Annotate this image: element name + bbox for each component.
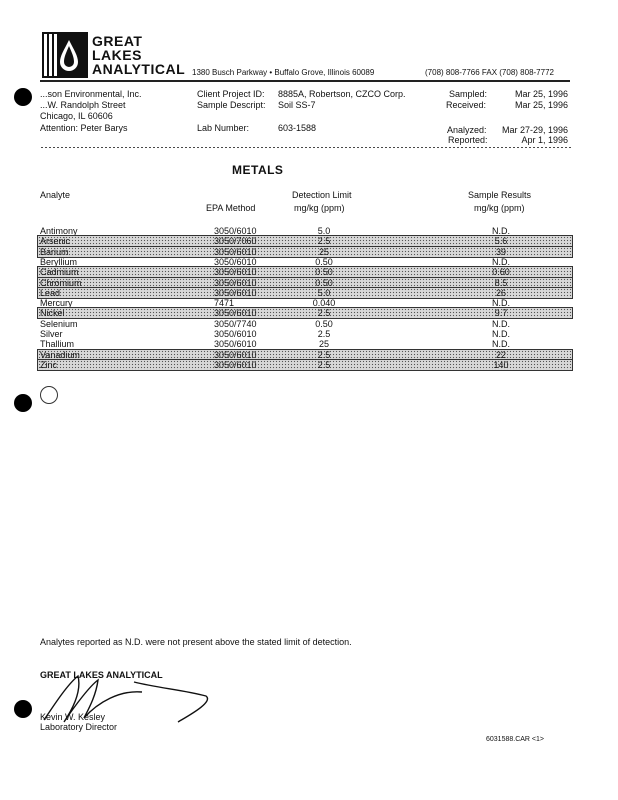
sampled-label: Sampled:: [449, 89, 488, 99]
epa-method: 3050/6010: [214, 257, 257, 267]
table-row: [38, 360, 572, 370]
sample-result: N.D.: [492, 329, 510, 339]
col-header-method: EPA Method: [206, 203, 256, 213]
sample-result: 22: [495, 350, 506, 360]
footer-company: GREAT LAKES ANALYTICAL: [40, 670, 163, 680]
detection-limit: 25: [318, 339, 329, 349]
lab-number-label: Lab Number:: [197, 123, 250, 133]
received-label: Received:: [446, 100, 487, 110]
epa-method: 3050/6010: [214, 247, 257, 257]
detection-limit: 2.5: [317, 350, 331, 360]
leader-dots: [98, 274, 208, 275]
logo-line-2: LAKES: [92, 47, 142, 63]
client-project-value: 8885A, Robertson, CZCO Corp.: [278, 89, 406, 99]
punch-hole-top: [14, 88, 32, 106]
detection-limit: 5.0: [317, 288, 331, 298]
analyte-name: Lead: [40, 288, 61, 298]
analyte-name: Thallium: [40, 339, 75, 349]
leader-dots: [98, 243, 208, 244]
epa-method: 7471: [214, 298, 235, 308]
sample-result: 9.7: [494, 308, 508, 318]
logo-wordmark: [92, 34, 185, 76]
analyte-name: Arsenic: [40, 236, 71, 246]
client-city: Chicago, IL 60606: [40, 111, 113, 121]
leader-dots: [98, 315, 208, 316]
sample-result: 8.5: [494, 278, 508, 288]
leader-dots: [360, 295, 464, 296]
leader-dots: [360, 346, 464, 347]
leader-dots: [360, 233, 464, 234]
col-header-limit-1: Detection Limit: [292, 190, 352, 200]
table-row: [38, 257, 572, 267]
punch-hole-ring: [40, 386, 58, 404]
analyte-name: Mercury: [40, 298, 73, 308]
table-row: [38, 350, 572, 360]
sample-result: N.D.: [492, 298, 510, 308]
table-row: [38, 267, 572, 277]
detection-limit: 0.50: [315, 257, 333, 267]
table-row: [38, 236, 572, 246]
company-address: 1380 Busch Parkway • Buffalo Grove, Illinois 60089: [192, 68, 375, 77]
sample-result: N.D.: [492, 257, 510, 267]
leader-dots: [360, 357, 464, 358]
file-reference: 6031588.CAR <1>: [486, 736, 544, 743]
epa-method: 3050/7060: [214, 236, 257, 246]
analyte-name: Selenium: [40, 319, 78, 329]
epa-method: 3050/7740: [214, 319, 257, 329]
sample-result: N.D.: [492, 226, 510, 236]
epa-method: 3050/6010: [214, 329, 257, 339]
punch-hole-middle: [14, 394, 32, 412]
leader-dots: [98, 357, 208, 358]
epa-method: 3050/6010: [214, 360, 257, 370]
detection-limit: 2.5: [317, 360, 331, 370]
leader-dots: [360, 326, 464, 327]
analyte-name: Chromium: [40, 278, 82, 288]
leader-dots: [98, 346, 208, 347]
leader-dots: [360, 243, 464, 244]
header-rule: [40, 80, 570, 82]
punch-hole-bottom: [14, 700, 32, 718]
leader-dots: [360, 336, 464, 337]
leader-dots: [360, 367, 464, 368]
epa-method: 3050/6010: [214, 308, 257, 318]
sample-result: N.D.: [492, 319, 510, 329]
leader-dots: [360, 274, 464, 275]
analyte-name: Cadmium: [40, 267, 79, 277]
epa-method: 3050/6010: [214, 226, 257, 236]
leader-dots: [98, 336, 208, 337]
detection-limit: 5.0: [317, 226, 331, 236]
analyte-name: Nickel: [40, 308, 65, 318]
epa-method: 3050/6010: [214, 350, 257, 360]
leader-dots: [98, 233, 208, 234]
detection-limit: 0.50: [315, 319, 333, 329]
signer-title: Laboratory Director: [40, 722, 118, 732]
leader-dots: [360, 315, 464, 316]
detection-limit: 0.50: [315, 267, 333, 277]
table-row: [38, 247, 572, 257]
table-row: [38, 298, 572, 308]
section-title: METALS: [232, 163, 284, 177]
analyzed-label: Analyzed:: [447, 125, 487, 135]
water-drop-logo-icon: [42, 32, 88, 78]
leader-dots: [98, 367, 208, 368]
leader-dots: [360, 285, 464, 286]
epa-method: 3050/6010: [214, 278, 257, 288]
lab-number-value: 603-1588: [278, 123, 317, 133]
sample-result: 39: [495, 247, 506, 257]
reported-label: Reported:: [448, 135, 488, 145]
col-header-result-2: mg/kg (ppm): [474, 203, 525, 213]
leader-dots: [98, 295, 208, 296]
sample-result: 5.6: [494, 236, 508, 246]
analyte-name: Zinc: [40, 360, 58, 370]
sample-descript-label: Sample Descript:: [197, 100, 266, 110]
table-row: [38, 288, 572, 298]
analyte-name: Silver: [40, 329, 63, 339]
leader-dots: [360, 264, 464, 265]
company-phone: (708) 808-7766 FAX (708) 808-7772: [425, 68, 554, 77]
col-header-limit-2: mg/kg (ppm): [294, 203, 345, 213]
analyte-name: Vanadium: [40, 350, 80, 360]
leader-dots: [360, 254, 464, 255]
sampled-date: Mar 25, 1996: [514, 89, 568, 99]
company-logo: [42, 32, 186, 82]
leader-dots: [98, 264, 208, 265]
leader-dots: [98, 305, 208, 306]
table-row: [38, 329, 572, 339]
signer-name: Kevin W. Kesley: [40, 712, 106, 722]
col-header-analyte: Analyte: [40, 190, 71, 200]
client-attention: Attention: Peter Barys: [40, 123, 128, 133]
table-row: [38, 278, 572, 288]
header-dotted-rule: [40, 146, 572, 149]
detection-limit: 2.5: [317, 329, 331, 339]
epa-method: 3050/6010: [214, 288, 257, 298]
analyzed-date: Mar 27-29, 1996: [501, 125, 568, 135]
reported-date: Apr 1, 1996: [521, 135, 568, 145]
leader-dots: [98, 254, 208, 255]
leader-dots: [98, 285, 208, 286]
leader-dots: [360, 305, 464, 306]
nd-footnote: Analytes reported as N.D. were not present above the stated limit of detection.: [40, 637, 352, 647]
client-project-label: Client Project ID:: [197, 89, 265, 99]
client-name: ...son Environmental, Inc.: [40, 89, 142, 99]
detection-limit: 2.5: [317, 236, 331, 246]
detection-limit: 0.50: [315, 278, 333, 288]
table-row: [38, 308, 572, 318]
received-date: Mar 25, 1996: [514, 100, 568, 110]
col-header-result-1: Sample Results: [468, 190, 532, 200]
table-row: [38, 319, 572, 329]
epa-method: 3050/6010: [214, 339, 257, 349]
client-street: ...W. Randolph Street: [40, 100, 126, 110]
sample-descript-value: Soil SS-7: [278, 100, 316, 110]
sample-result: 0.60: [492, 267, 510, 277]
detection-limit: 25: [318, 247, 329, 257]
table-row: [38, 339, 572, 349]
sample-result: 140: [493, 360, 509, 370]
logo-line-3: ANALYTICAL: [92, 61, 186, 77]
analyte-name: Beryllium: [40, 257, 78, 267]
analyte-name: Antimony: [40, 226, 78, 236]
table-row: [38, 226, 572, 236]
sample-result: N.D.: [492, 339, 510, 349]
detection-limit: 2.5: [317, 308, 331, 318]
logo-line-1: GREAT: [92, 33, 143, 49]
analyte-name: Barium: [40, 247, 69, 257]
epa-method: 3050/6010: [214, 267, 257, 277]
leader-dots: [98, 326, 208, 327]
detection-limit: 0.040: [312, 298, 336, 308]
sample-result: 26: [495, 288, 506, 298]
